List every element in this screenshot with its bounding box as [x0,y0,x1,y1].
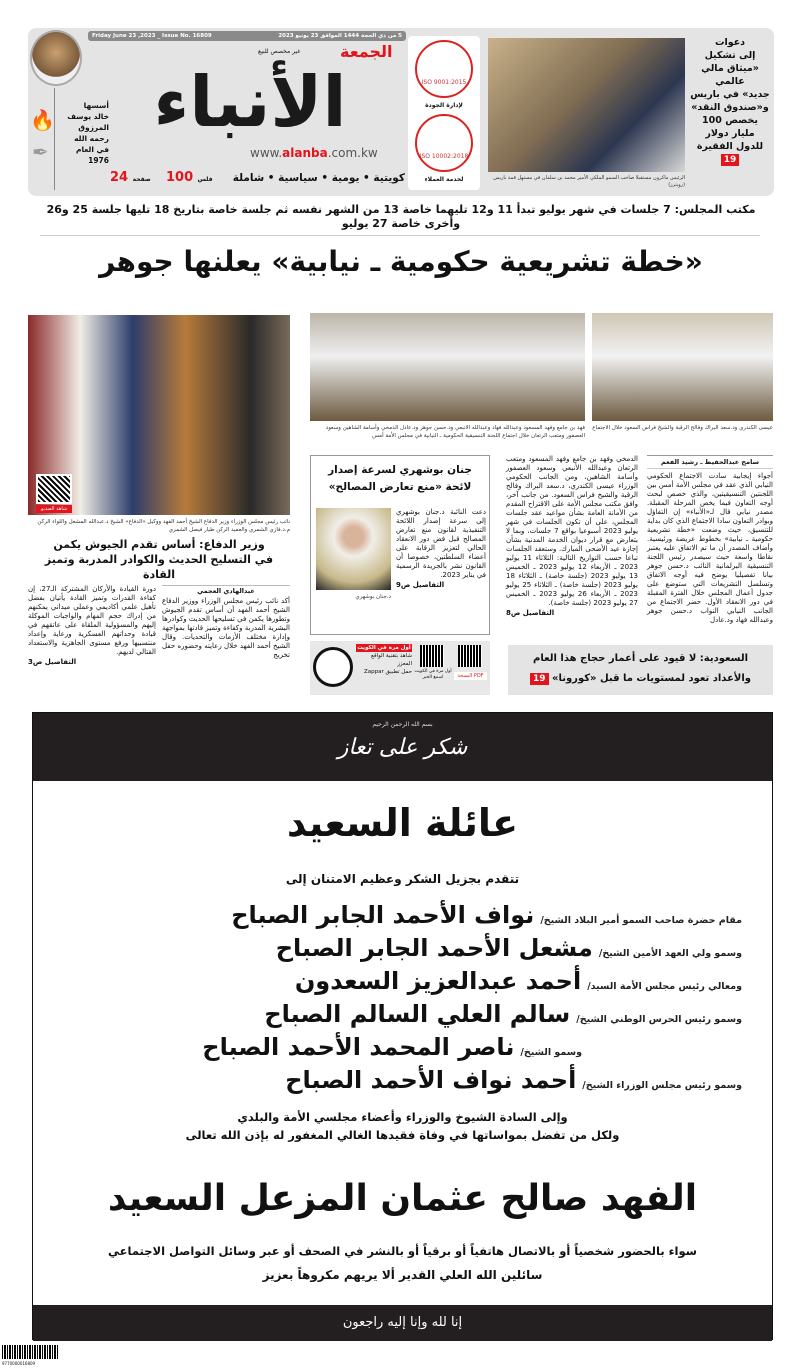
founder-line: خالد يوسف [67,112,109,121]
headline-line: يخصص 100 [702,115,758,126]
main-story-col1 [647,455,773,625]
pen-nib-icon: ✒ [32,140,49,164]
website-url[interactable] [250,146,378,160]
page-badge: 19 [721,154,740,166]
deceased-name: الفهد صالح عثمان المزعل السعيد [107,1178,698,1219]
thanks-line [63,1000,742,1028]
honoree-name: أحمد عبدالعزيز السعدون [294,967,582,995]
photo-caption: د.جنان بوشهري [355,594,391,600]
headline-line: للدول الفقيرة [696,141,764,152]
subheadline: مكتب المجلس: 7 جلسات في شهر يوليو تبدأ 11 و12 تليهما خاصة 13 من الشهر نفسه ثم جلسة خاصة بتاريخ 18 تليها جلسة 25 و26 وأخرى خاصة 27 يوليو [46,203,756,230]
saudi-headline [510,649,771,689]
honoree-name: ناصر المحمد الأحمد الصباح [202,1033,515,1061]
headline-line: السعودية: لا قيود على أعمار حجاج هذا العام [533,653,748,664]
headline-line: جنان بوشهري لسرعة إصدار [328,464,472,476]
url-prefix: www. [250,146,283,160]
founder-avatar [30,30,82,86]
date-english: Friday June 23 ,2023 _ Issue No. 16809 [92,33,212,39]
article-column: دورة القيادة والأركان المشتركة الـ27، إن كفاءة القدرات وتميز القادة يأتيان بفضل تأهيل علمي أكاديمي وعملي ميداني يمكنهم من إدراك حجم المهام والواجبات الموكلة إليهم والمسؤولية الملقاة على عاتقهم في قيادة وحداتهم العسكرية ورعاية وإعداد منتسبيها ورفع مستوى الجاهزية والاستعداد القتالي لديهم. [28,585,156,656]
day-label: الجمعة [340,42,393,61]
pages-value: 24 [110,170,129,185]
url-brand: alanba [282,146,328,160]
qr-code-icon[interactable] [458,645,482,667]
basmala: بسم الله الرحمن الرحيم [372,721,433,728]
photo-caption: عيسى الكندري ود.سعد البراك وفالح الرقبة والشيخ فراس السعود خلال الاجتماع [592,425,773,431]
founder-line: أسسها [83,101,109,110]
article-column: الدمخي وفهد بن جامع وفهد المسعود ومتعب الرتعان وعبدالله الأنبعي وسعود العصفور وأسامة الشاهين، ومن الجانب الحكومي الوزراء عيسى الكندري، د.سعد البراك وفالح الرقبة والشيخ فراس السعود. من جانب آخر، وافق مكتب مجلس الأمة على الاقتراح المقدم من الأمانة العامة بشأن مواعيد عقد جلسات المجلس، على أن تكون الجلسات في شهر يوليو 2023 أسبوعيا بواقع 7 جلسات، وبما لا يتعارض مع قرار ديوان الخدمة المدنية بشأن إجازة عيد الأضحى المبارك. وستعقد الجلسات تباعا حسب التواريخ التالية: الثلاثاء 11 يوليو 2023 ـ الأربعاء 12 يوليو 2023 ـ الخميس 13 يوليو 2023 (جلسة خاصة) ـ الثلاثاء 18 يوليو 2023 (جلسة خاصة) ـ الثلاثاء 25 يوليو 2023 ـ الأربعاء 26 يوليو 2023 ـ الخميس 27 يوليو 2023 (جلسة خاصة). [506,455,639,607]
iso-label: ISO 10002:2018 [419,153,469,160]
photo-caption: فهد بن جامع وفهد المسعود وعبدالله فهاد وعبدالله الانبعي ود.حسن جوهر ود.عادل الدمخي وأسامة الشاهين وسعود العصفور ومتعب الرتعان خلال اجتماع اللجنة التنسيقية الحكومية ـ النيابية في مجلس الأمة أمس [325,425,585,439]
main-story-col2 [506,455,638,618]
photo-meeting-2 [592,313,773,421]
not-for-sale: غير مخصص للبيع [258,48,301,55]
photo-macron-mbs [488,38,685,172]
top-story-headline[interactable] [688,36,772,166]
promo-audio[interactable]: أول مرة في الكويت اسمع الخبر [414,669,452,680]
flame-icon: 🔥 [30,108,55,132]
honorific: وسمو رئيس مجلس الوزراء الشيخ/ [582,1080,742,1091]
founder-line: 1976 [88,156,109,165]
honorific: وسمو رئيس الحرس الوطني الشيخ/ [576,1014,742,1025]
headline-line: إلى تشكيل [704,50,756,61]
obituary-closing: سائلين الله العلي القدير ألا يريهم مكروهاً بعزيز [262,1268,543,1282]
article-column: أكد نائب رئيس مجلس الوزراء ووزير الدفاع الشيخ أحمد الفهد أن أساس تقدم الجيوش وتطورها يكمن في تسليحها الحديث وكوادرها البشرية المدربة وكفاءة وتميز قادتها بمواجهة وإدارة مختلف الأزمات والتحديات. وقال الشيخ أحمد الفهد خلال رعايته وحضوره حفل تخريج [162,597,290,659]
barcode [2,1345,58,1359]
divider [54,88,55,190]
headline-line: في التسليح الحديث والكوادر المدربة وتميز القادة [44,553,274,581]
obituary-condolence: ولكل من تفضل بمواساتها في وفاة فقيدها الغالي المغفور له بإذن الله تعالى [185,1128,620,1142]
page-badge: 19 [530,673,549,685]
photo-boushehri [316,508,391,590]
tagline: كويتية • يومية • سياسية • شاملة [232,172,405,184]
iso-9001-seal [415,40,473,98]
thanks-line [63,1033,742,1061]
boushehri-text [396,508,486,590]
pages-unit: صفحة [132,176,151,183]
obituary-header-band [33,713,772,781]
promo-line: حمل تطبيق Zappar [364,669,412,675]
honoree-name: أحمد نواف الأحمد الصباح [285,1066,577,1094]
family-name: عائلة السعيد [286,801,519,845]
byline: سامح عبدالحفيظ ـ رشيد الفعم [647,455,773,469]
defense-headline[interactable] [28,537,290,582]
headline-line: و«صندوق النقد» [691,102,769,113]
boushehri-headline[interactable] [315,462,485,496]
obituary-also: وإلى السادة الشيوخ والوزراء وأعضاء مجلسي الأمة والبلدي [237,1110,568,1124]
honorific: مقام حضرة صاحب السمو أمير البلاد الشيخ/ [540,915,742,926]
details-link[interactable]: التفاصيل ص9 [396,581,445,589]
thanks-line [63,934,742,962]
photo-meeting-1 [310,313,585,421]
headline-line: «ميثاق مالي عالمي [701,63,759,87]
honorific: ومعالي رئيس مجلس الأمة السيد/ [587,981,742,992]
app-logo-icon [313,647,353,687]
iso-caption: لخدمة العملاء [424,176,464,183]
url-suffix: .com.kw [327,146,378,160]
iso-10002-seal [415,114,473,172]
obituary-intro: تتقدم بجزيل الشكر وعظيم الامتنان إلى [285,872,520,886]
honoree-name: نواف الأحمد الجابر الصباح [231,901,535,929]
obituary-closing: سواء بالحضور شخصياً أو بالاتصال هاتفياً أو برقياً أو بالنشر في الصحف أو عبر وسائل التواصل الاجتماعي [108,1244,697,1258]
main-headline[interactable]: «خطة تشريعية حكومية ـ نيابية» يعلنها جوهر [99,245,703,278]
headline-line: مليار دولار [705,128,755,139]
honoree-name: سالم العلي السالم الصباح [264,1000,571,1028]
founder-note [57,100,109,166]
honorific: وسمو ولي العهد الأمين الشيخ/ [598,948,742,959]
iso-caption: لإدارة الجودة [425,102,463,109]
obituary-header: شكر على تعاز [337,735,468,760]
headline-line: وزير الدفاع: أساس تقدم الجيوش يكمن [53,538,265,551]
photo-caption: الرئيس ماكرون مستقبلا صاحب السمو الملكي الأمير محمد بن سلمان في مستهل قمة باريس (رويترز) [493,175,685,188]
defense-columns [28,585,290,667]
qr-video-label[interactable]: شاهد الفيديو [36,505,72,513]
promo-text [356,644,412,676]
thanks-line [63,1066,742,1094]
details-link[interactable]: التفاصيل ص3 [28,658,77,666]
photo-caption: نائب رئيس مجلس الوزراء وزير الدفاع الشيخ أحمد الفهد ووكيل «الدفاع» الشيخ د.عبدالله المشعل واللواء الركن م.د.فازي الشمري والعميد الركن طيار فيصل الشمري [37,519,290,533]
thanks-line [63,901,742,929]
headline-line: جديد» في باريس [690,89,770,100]
headline-line: والأعداد تعود لمستويات ما قبل «كورونا» [552,673,751,684]
details-link[interactable]: التفاصيل ص8 [506,609,555,617]
founder-line: رحمه الله [74,134,109,143]
headline-line: دعوات [714,37,746,48]
barcode-number: 9770000016809 [2,1361,36,1366]
date-bar [88,31,406,41]
thanks-line [63,967,742,995]
obituary-ad [32,712,773,1340]
qr-code-icon[interactable] [420,645,444,667]
promo-first: أول مرة في الكويت [357,645,411,651]
divider [40,235,760,236]
honorific: وسمو الشيخ/ [520,1047,582,1058]
founder-line: المرزوق [78,123,109,132]
price-value: 100 [166,170,194,185]
article-column: أجواء إيجابية سادت الاجتماع الحكومي النيابي الذي عقد في مجلس الأمة أمس بين اللجنتين التنسيقيتين، والذي خصص لبحث أوجه التعاون فيما يخص المرحلة المقبلة. مصدر نيابي قال لـ«الأنباء» إن التفاؤل وبوادر التعاون سادا الاجتماع الذي كان بداية للتنسيق، حيث وضعت «خطة تشريعية حكومية ـ نيابية» بخطوط عريضة ورئيسية. وأضاف المصدر أن ما تم الاتفاق عليه يعتبر نقاطا واسعة حيث سيصدر رئيس اللجنة التنسيقية البرلمانية النائب د.حسن جوهر بيانا تفصيليا يوضح فيه أوجه الاتفاق وتسلسل التشريعات التي ستوضع على جدول أعمال المجلس خلال الفترة المقبلة في دور الانعقاد الأول. حضر الاجتماع من الجانب النيابي النواب د.حسن جوهر وعبدالله فهاد ود.عادل [647,472,773,624]
obituary-footer: إنا لله وإنا إليه راجعون [33,1305,772,1341]
date-arabic: 5 من ذي الحجة 1444 الموافق 23 يونيو 2023 [278,33,402,39]
price-unit: فلس [197,176,213,183]
defense-story [28,518,290,667]
headline-line: لائحة «منع تعارض المصالح» [328,481,472,493]
honoree-name: مشعل الأحمد الجابر الصباح [275,934,593,962]
article-body: دعت النائبة د.جنان بوشهري إلى سرعة إصدار اللائحة التنفيذية لقانون منع تعارض المصالح قبل فض دور الانعقاد الحالي لتعزيز الرقابة على أعضاء السلطتين، خصوصا أن القانون نشر بالجريدة الرسمية في يناير 2023. [396,508,486,579]
newspaper-logo: الأنباء [153,61,347,143]
defense-col2 [28,585,156,667]
founder-line: في العام [75,145,109,154]
promo-pdf[interactable]: النسخة PDF [454,672,487,680]
defense-col1 [162,585,290,667]
iso-label: ISO 9001:2015 [421,79,467,86]
page-count [110,170,151,185]
qr-code-icon[interactable] [36,474,72,504]
byline: عبدالهادي العجمي [162,585,290,597]
promo-line: شاهد بتقنية الواقع المعزز [371,653,412,667]
price [166,170,213,185]
